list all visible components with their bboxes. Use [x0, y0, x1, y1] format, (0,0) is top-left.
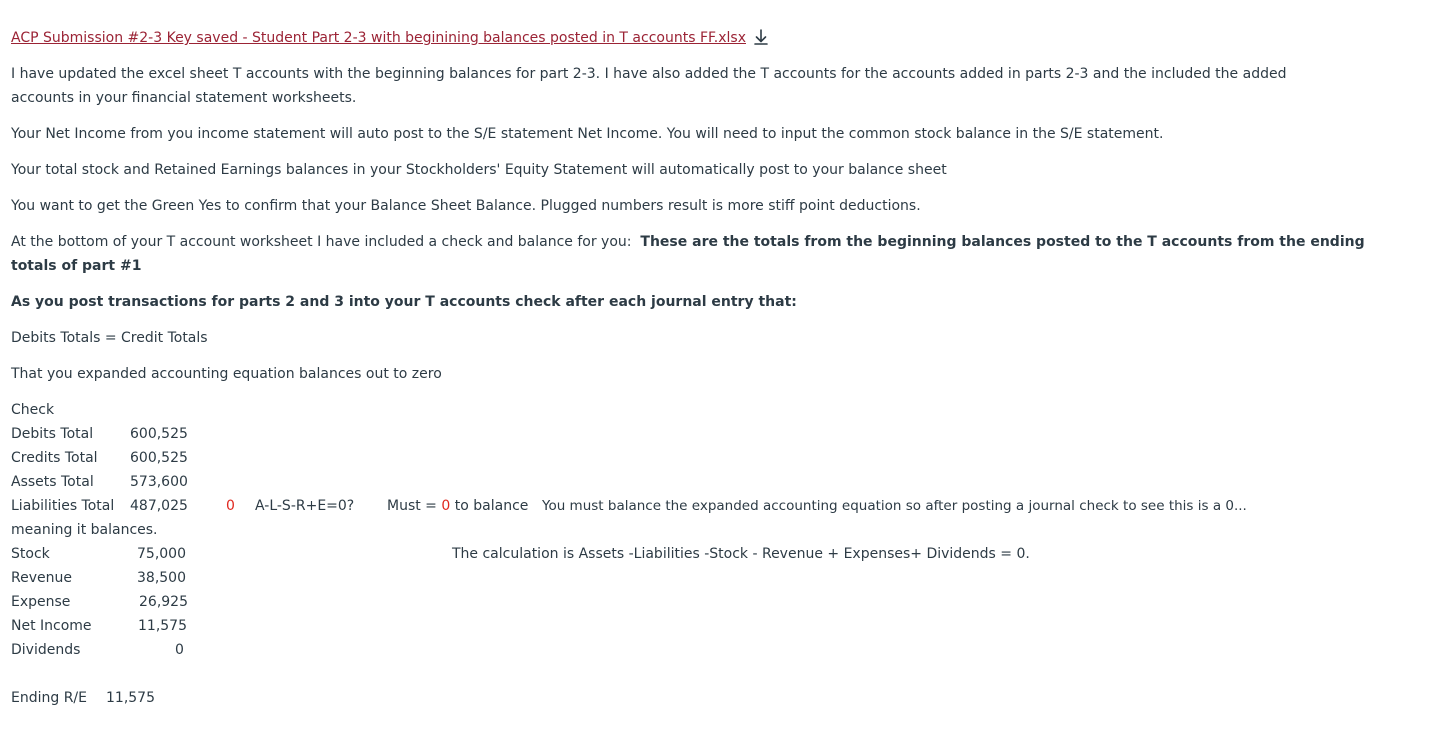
must-pre: Must =: [387, 498, 437, 514]
download-icon[interactable]: [754, 29, 768, 53]
check-row-liabilities: [11, 494, 1311, 518]
check-label: Stock: [11, 546, 50, 562]
paragraph-5-line-1: [11, 230, 1365, 254]
check-label: Expense: [11, 594, 71, 610]
check-value: 75,000: [137, 546, 186, 562]
check-value: 11,575: [138, 618, 187, 634]
ending-re-label: Ending R/E: [11, 690, 87, 706]
must-post: to balance: [454, 498, 529, 514]
paragraph-7: Debits Totals = Credit Totals: [11, 330, 208, 346]
paragraph-1-line-1: I have updated the excel sheet T accounts with the beginning balances for part 2-3. I have also added the T accounts for the accounts added in parts 2-3 and the included the added: [11, 66, 1287, 82]
check-label: Liabilities Total: [11, 498, 115, 514]
check-label: Credits Total: [11, 450, 98, 466]
check-label: Net Income: [11, 618, 92, 634]
must-zero: 0: [441, 498, 451, 514]
check-value: 487,025: [130, 498, 188, 514]
paragraph-8: That you expanded accounting equation balances out to zero: [11, 366, 442, 382]
paragraph-1-line-2: accounts in your financial statement worksheets.: [11, 90, 357, 106]
check-label: Debits Total: [11, 426, 94, 442]
check-label: Assets Total: [11, 474, 94, 490]
paragraph-4: You want to get the Green Yes to confirm that your Balance Sheet Balance. Plugged numbers result is more stiff point deductions.: [11, 198, 921, 214]
paragraph-2: Your Net Income from you income statement will auto post to the S/E statement Net Income. You will need to input the common stock balance in the S/E statement.: [11, 126, 1164, 142]
paragraph-3: Your total stock and Retained Earnings balances in your Stockholders' Equity Statement will automatically post to your balance sheet: [11, 162, 947, 178]
paragraph-6: As you post transactions for parts 2 and 3 into your T accounts check after each journal entry that:: [11, 294, 797, 310]
paragraph-5-line-2: totals of part #1: [11, 258, 142, 274]
check-label: Dividends: [11, 642, 81, 658]
balance-zero: 0: [226, 498, 235, 514]
check-value: 600,525: [130, 450, 188, 466]
must-balance-text: [387, 494, 528, 518]
wrap-text: meaning it balances.: [11, 522, 158, 538]
check-label: Revenue: [11, 570, 72, 586]
check-value: 38,500: [137, 570, 186, 586]
balance-note: You must balance the expanded accounting equation so after posting a journal check to see this is a 0...: [542, 498, 1247, 514]
check-value: 26,925: [139, 594, 188, 610]
check-row-stock: [11, 542, 1111, 566]
ending-re-value: 11,575: [106, 690, 155, 706]
paragraph-5-bold: These are the totals from the beginning balances posted to the T accounts from the ending: [640, 234, 1365, 250]
check-value: 600,525: [130, 426, 188, 442]
equation-label: A-L-S-R+E=0?: [255, 498, 355, 514]
calculation-note: The calculation is Assets -Liabilities -Stock - Revenue + Expenses+ Dividends = 0.: [452, 546, 1030, 562]
attachment-link[interactable]: ACP Submission #2-3 Key saved - Student Part 2-3 with beginining balances posted in T accounts FF.xlsx: [11, 30, 746, 46]
check-heading: Check: [11, 402, 55, 418]
check-value: 0: [175, 642, 184, 658]
paragraph-5-normal: At the bottom of your T account worksheet I have included a check and balance for you:: [11, 234, 632, 250]
check-value: 573,600: [130, 474, 188, 490]
attachment-row: [11, 26, 768, 53]
